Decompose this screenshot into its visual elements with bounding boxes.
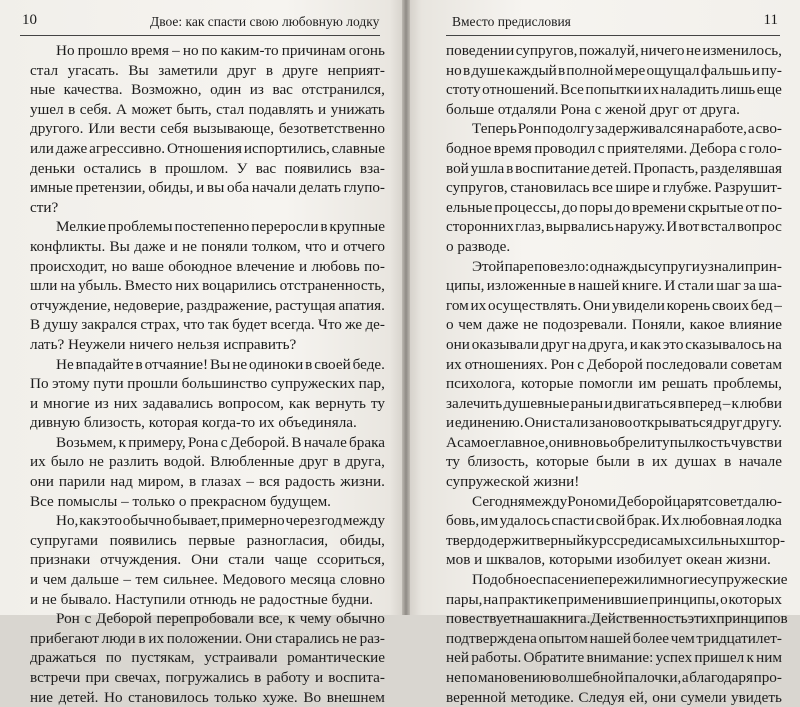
text-line: супружеской жизни! xyxy=(446,473,580,491)
text-line: В душу закрался страх, что так будет всегда. Что же де- xyxy=(30,316,385,334)
text-line: Рон с Деборой перепробовали все, к чему обычно xyxy=(56,610,385,628)
text-line: их было не разлить водой. Влюбленные друг в друга, xyxy=(30,453,385,471)
text-line: признаки отчуждения. Они стали чаще ссориться, xyxy=(30,551,385,569)
text-line: стал угасать. Вы заметили друг в друге неприят- xyxy=(30,61,385,79)
text-line: супругов, становилась все шире и глубже. Разрушит- xyxy=(446,179,782,197)
body-text xyxy=(446,41,788,707)
text-line: ципы, изложенные в нашей книге. И стали шаг за ша- xyxy=(446,277,782,295)
text-line: или даже агрессивно. Отношения испортились, славные xyxy=(30,139,385,157)
text-line: дивную близость, которая когда-то их объединяла. xyxy=(30,414,357,432)
text-line: Подобное спасение пережили многие супружеские xyxy=(472,571,788,589)
text-line: пары, на практике применившие принципы, о которых xyxy=(446,590,782,608)
text-line: Возьмем, к примеру, Рона с Деборой. В начале брака xyxy=(56,433,385,451)
text-line: мов и шквалов, которыми изобилует океан жизни. xyxy=(446,551,771,569)
text-line: гом их осуществлять. Они увидели корень своих бед – xyxy=(446,296,782,314)
text-line: твердо держит верный курс среди самых сильных штор- xyxy=(446,531,786,549)
text-line: супругами появились первые разногласия, обиды, xyxy=(30,531,385,549)
text-line: бовь, им удалось спасти свой брак. Их любовная лодка xyxy=(446,512,782,530)
text-line: стоту отношений. Все попытки их наладить лишь еще xyxy=(446,81,782,99)
text-line: конфликты. Вы даже и не поняли толком, что и отчего xyxy=(30,237,385,255)
text-line: происходит, но ваше обоюдное влечение и любовь по- xyxy=(30,257,385,275)
text-line: поведении супругов, пожалуй, ничего не изменилось, xyxy=(446,42,782,59)
text-line: ные качества. Возможно, один из вас отстранился, xyxy=(30,81,385,99)
running-head: Двое: как спасти свою любовную лодку xyxy=(150,14,380,29)
text-line: А самое главное, они вновь обрели ту пылкость чувств и xyxy=(446,433,782,451)
text-line: имные претензии, обиды, и вы оба начали делать глупо- xyxy=(30,179,385,197)
text-line: Но, как это обычно бывает, примерно через год между xyxy=(56,512,385,530)
text-line: о чем даже не подозревали. Поняли, какое влияние xyxy=(446,316,782,334)
text-line: подтверждена опытом нашей более чем тридцатилет- xyxy=(446,629,782,647)
text-line: и единению. Они стали заново открываться друг другу. xyxy=(446,414,782,432)
right-page xyxy=(406,0,800,706)
text-line: повествует наша книга. Действенность этих принципов xyxy=(446,610,788,628)
text-line: отчуждение, недоверие, раздражение, растущая апатия. xyxy=(30,296,385,314)
page-number: 11 xyxy=(763,12,778,28)
body-text xyxy=(30,41,385,707)
text-line: Мелкие проблемы постепенно переросли в крупные xyxy=(56,218,385,236)
text-line: о разводе. xyxy=(446,237,511,255)
text-line: встречи при свечах, погружались в работу и воспита- xyxy=(30,669,385,686)
text-line: ту близость, которые были в их душах в начале xyxy=(446,453,782,471)
text-line: они парили над миром, в глазах – вся радость жизни. xyxy=(30,473,385,491)
text-line: веренной методике. Следуя ей, они сумели увидеть xyxy=(446,688,782,706)
text-line: они оказывали друг на друга, и как это сказывалось на xyxy=(446,335,782,353)
text-line: не по мановению волшебной палочки, а благодаря про- xyxy=(446,669,782,686)
text-line: но в душе каждый в полной мере ощущал фальшь и пу- xyxy=(446,61,782,79)
running-head: Вместо предисловия xyxy=(452,14,571,29)
text-line: ние детей. Но становилось только хуже. Во внешнем xyxy=(30,688,385,706)
text-line: Не впадайте в отчаяние! Вы не одиноки в своей беде. xyxy=(56,355,385,373)
text-line: их отношениях. Рон с Деборой последовали советам xyxy=(446,355,782,373)
text-line: Теперь Рон подолгу задерживался на работе, а сво- xyxy=(472,120,782,138)
text-line: Этой паре повезло: однажды супруги узнали прин- xyxy=(472,257,782,275)
text-line: и многие из них задавались вопросом, как вернуть ту xyxy=(30,394,385,412)
text-line: психолога, которые помогли им решать проблемы, xyxy=(446,375,782,393)
book-gutter xyxy=(402,0,410,615)
text-line: ней работы. Обратите внимание: успех пришел к ним xyxy=(446,649,782,667)
text-line: залечить душевные раны и двигаться вперед – к любви xyxy=(446,394,782,412)
text-line: Сегодня между Роном и Деборой царят совет да лю- xyxy=(472,492,782,510)
text-line: сти? xyxy=(30,198,59,216)
page-number: 10 xyxy=(22,12,37,28)
header-rule xyxy=(446,35,780,36)
text-line: ельные процессы, до поры до времени скрытые от по- xyxy=(446,198,782,216)
text-line: и чем дальше – тем сильнее. Медового месяца словно xyxy=(30,571,385,589)
header-rule xyxy=(20,35,380,36)
text-line: и не бывало. Наступили отнюдь не радостные будни. xyxy=(30,590,374,608)
text-line: дражаться по пустякам, устраивали романтические xyxy=(30,649,385,667)
text-line: бодное время проводил с приятелями. Дебора с голо- xyxy=(446,139,782,157)
text-line: лать? Неужели ничего нельзя исправить? xyxy=(30,335,297,353)
text-line: По этому пути прошли большинство супружеских пар, xyxy=(30,375,385,393)
text-line: шли на убыль. Вместо них воцарились отстраненность, xyxy=(30,277,385,295)
text-line: ушел в себя. А может быть, стал подавлять и унижать xyxy=(30,100,385,118)
text-line: больше отдаляли Рона с женой друг от друга. xyxy=(446,100,740,118)
text-line: Все помыслы – только о прекрасном будущем. xyxy=(30,492,331,510)
text-line: прибегают люди в их положении. Они старались не раз- xyxy=(30,629,385,647)
text-line: Но прошло время – но по каким-то причинам огонь xyxy=(56,42,385,59)
text-line: сторонних глаз, вырвались наружу. И вот встал вопрос xyxy=(446,218,782,236)
text-line: другого. Или вести себя вызывающе, безответственно xyxy=(30,120,385,138)
text-line: деньки остались в прошлом. У вас появились вза- xyxy=(30,159,385,177)
text-line: вой ушла в воспитание детей. Пропасть, разделявшая xyxy=(446,159,782,177)
